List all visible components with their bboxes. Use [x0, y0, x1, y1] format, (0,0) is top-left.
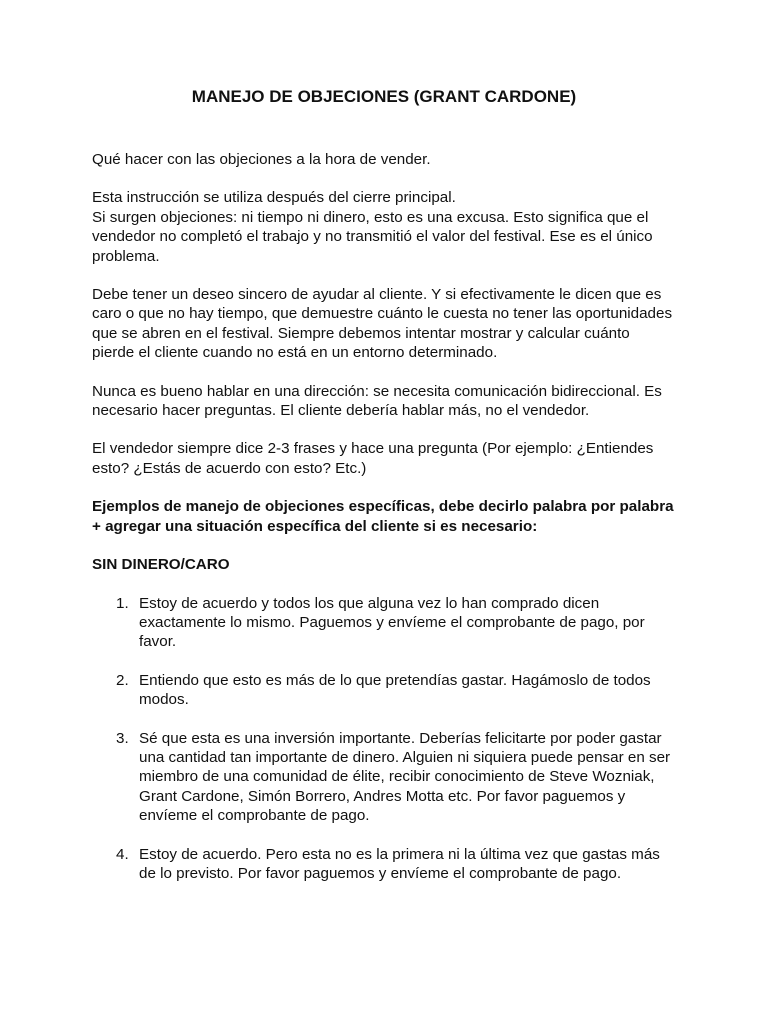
instruction-line: Esta instrucción se utiliza después del cierre principal. — [92, 189, 456, 207]
list-item-number: 2. — [116, 671, 129, 689]
list-item-number: 4. — [116, 845, 129, 863]
list-item-text: Estoy de acuerdo y todos los que alguna vez lo han comprado dicen exactamente lo mismo. Paguemos y envíeme el comprobante de pago, por favor. — [139, 594, 645, 651]
communication-paragraph: Nunca es bueno hablar en una dirección: se necesita comunicación bidireccional. Es necesario hacer preguntas. El cliente debería hablar más, no el vendedor. — [92, 382, 662, 420]
objection-list — [92, 594, 676, 884]
list-item — [92, 729, 676, 826]
list-item — [92, 671, 676, 710]
phrases-paragraph: El vendedor siempre dice 2-3 frases y hace una pregunta (Por ejemplo: ¿Entiendes esto? ¿Estás de acuerdo con esto? Etc.) — [92, 440, 654, 477]
list-item-text: Sé que esta es una inversión importante. Deberías felicitarte por poder gastar una cantidad tan importante de dinero. Alguien ni siquiera puede pensar en ser miembro de una comunidad de élite, recibir conocimiento de Steve Wozniak, Grant Cardone, Simón Borrero, Andres Motta etc. Por favor paguemos y envíeme el comprobante de pago. — [139, 729, 671, 825]
intro-paragraph: Qué hacer con las objeciones a la hora de vender. — [92, 151, 431, 168]
list-item-text: Estoy de acuerdo. Pero esta no es la primera ni la última vez que gastas más de lo previsto. Por favor paguemos y envíeme el comprobante de pago. — [139, 845, 660, 882]
document-title: MANEJO DE OBJECIONES (GRANT CARDONE) — [191, 87, 577, 106]
list-item — [92, 594, 676, 652]
list-item-number: 1. — [116, 594, 129, 612]
section-heading: SIN DINERO/CARO — [92, 556, 230, 574]
objections-paragraph: Si surgen objeciones: ni tiempo ni dinero, esto es una excusa. Esto significa que el vendedor no completó el trabajo y no transmitió el valor del festival. Ese es el único problema. — [92, 208, 653, 265]
desire-paragraph: Debe tener un deseo sincero de ayudar al cliente. Y si efectivamente le dicen que es caro o que no hay tiempo, que demuestre cuánto le cuesta no tener las oportunidades que se abren en el festival. Siempre debemos intentar mostrar y calcular cuánto pierde el cliente cuando no está en un entorno determinado. — [92, 286, 673, 362]
list-item-number: 3. — [116, 729, 129, 747]
examples-heading: Ejemplos de manejo de objeciones específicas, debe decirlo palabra por palabra + agregar una situación específica del cliente si es necesario: — [92, 498, 674, 535]
list-item-text: Entiendo que esto es más de lo que pretendías gastar. Hagámoslo de todos modos. — [139, 671, 651, 709]
list-item — [92, 845, 676, 884]
